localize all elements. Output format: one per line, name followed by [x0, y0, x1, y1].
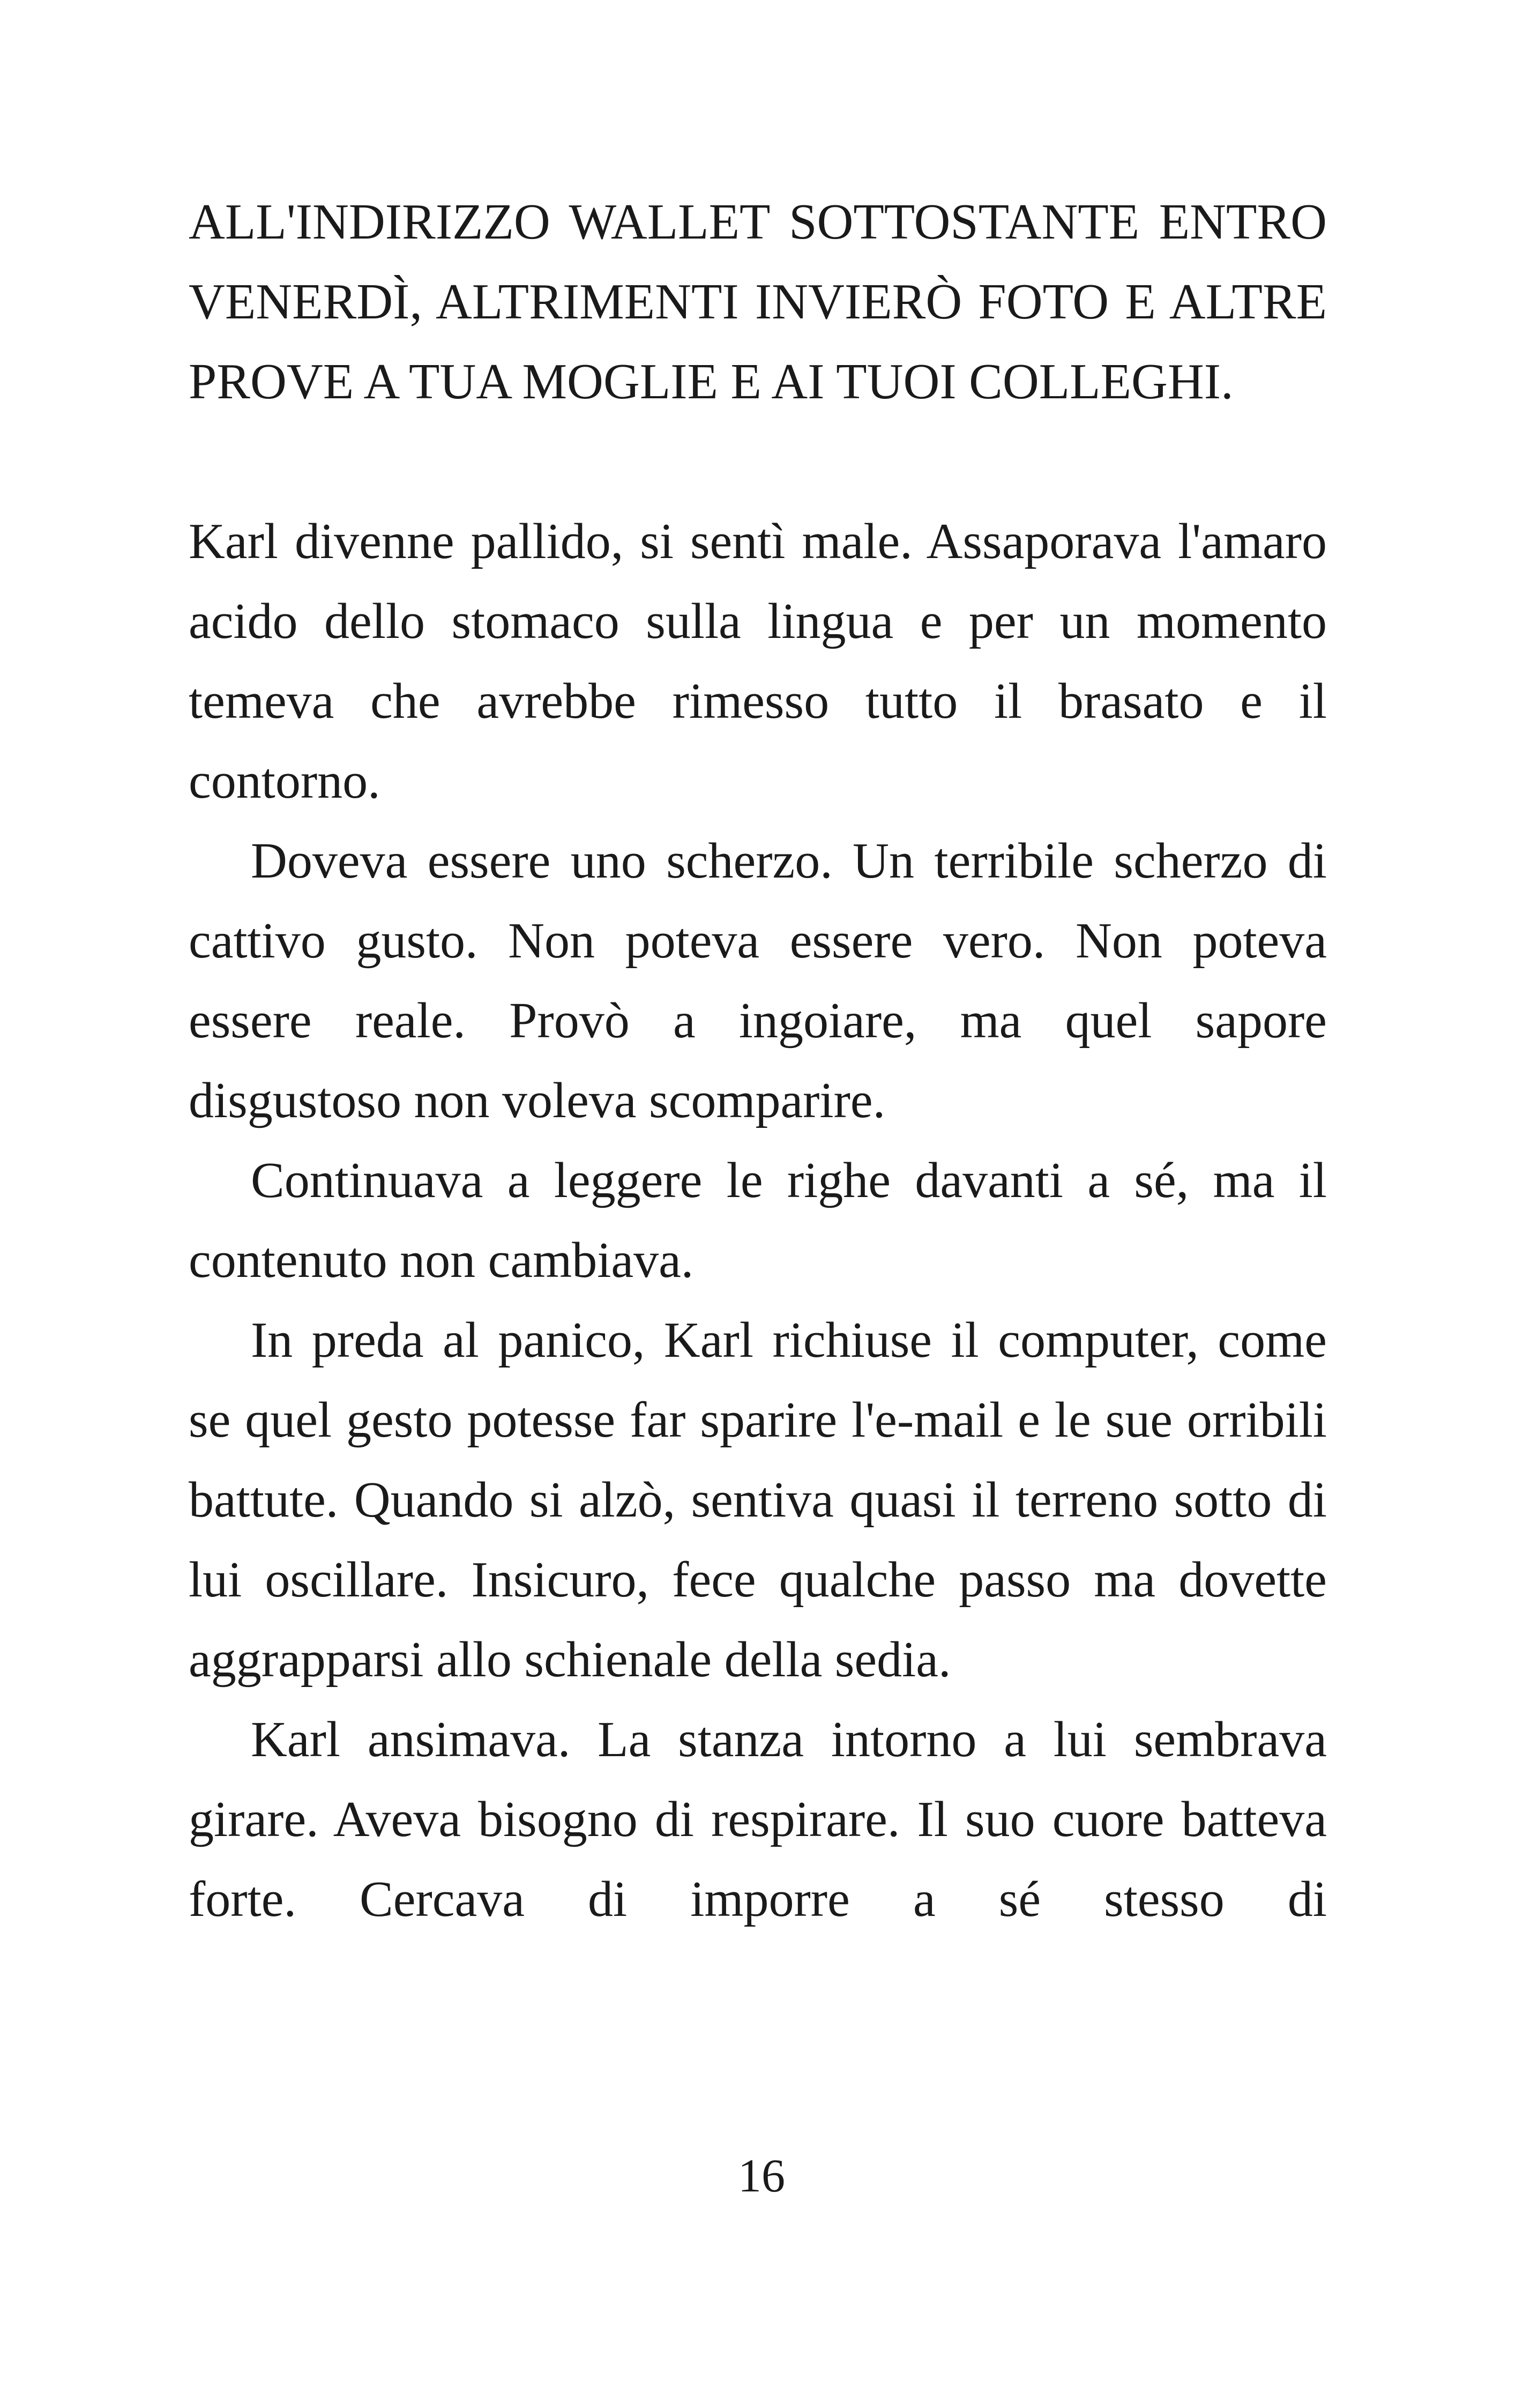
paragraph: In preda al panico, Karl richiuse il computer, come se quel gesto potesse far sparire l'e-mail e le sue orribili battute. Quando si alzò, sentiva quasi il terreno sotto di lui oscillare. Insicuro, fece qualche passo ma dovette aggrapparsi allo schienale della sedia. [189, 1312, 1327, 1688]
paragraph: Doveva essere uno scherzo. Un terribile scherzo di cattivo gusto. Non poteva essere vero. Non poteva essere reale. Provò a ingoiare, ma quel sapore disgustoso non voleva scomparire. [189, 833, 1327, 1128]
email-excerpt: ALL'INDIRIZZO WALLET SOTTOSTANTE ENTRO VENERDÌ, ALTRIMENTI INVIERÒ FOTO E ALTRE PROVE A TUA MOGLIE E AI TUOI COLLEGHI. [189, 194, 1327, 410]
paragraph: Karl ansimava. La stanza intorno a lui sembrava girare. Aveva bisogno di respirare. Il suo cuore batteva forte. Cercava di imporre a sé stesso di [189, 1712, 1327, 1927]
paragraph: Continuava a leggere le righe davanti a sé, ma il contenuto non cambiava. [189, 1153, 1327, 1288]
paragraph: Karl divenne pallido, si sentì male. Assaporava l'amaro acido dello stomaco sulla lingua e per un momento temeva che avrebbe rimesso tutto il brasato e il contorno. [189, 514, 1327, 809]
body-text [189, 182, 1327, 1939]
page-number: 16 [738, 2150, 785, 2202]
